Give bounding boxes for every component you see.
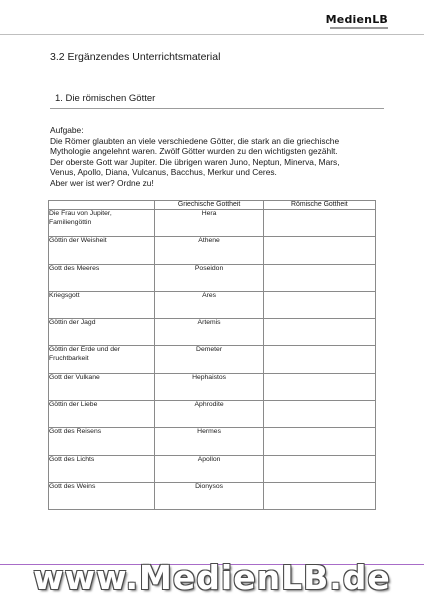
- cell-roman-answer[interactable]: [263, 401, 375, 428]
- cell-greek: Hermes: [155, 428, 263, 455]
- cell-roman-answer[interactable]: [263, 482, 375, 509]
- cell-description: Göttin der Erde und der Fruchtbarkeit: [49, 346, 155, 373]
- cell-roman-answer[interactable]: [263, 455, 375, 482]
- table-row: [49, 428, 376, 455]
- table-row: [49, 237, 376, 264]
- table-row: [49, 373, 376, 400]
- cell-description: Göttin der Liebe: [49, 401, 155, 428]
- cell-description: Gott des Reisens: [49, 428, 155, 455]
- cell-greek: Ares: [155, 291, 263, 318]
- subsection-divider: [50, 108, 384, 109]
- header-description: [49, 201, 155, 210]
- section-title: 3.2 Ergänzendes Unterrichtsmaterial: [50, 51, 221, 63]
- cell-roman-answer[interactable]: [263, 237, 375, 264]
- cell-roman-answer[interactable]: [263, 210, 375, 237]
- table-row: [49, 401, 376, 428]
- cell-description: Göttin der Weisheit: [49, 237, 155, 264]
- table-row: [49, 264, 376, 291]
- header-roman: Römische Gottheit: [263, 201, 375, 210]
- cell-greek: Hephaistos: [155, 373, 263, 400]
- gods-table: [48, 200, 376, 510]
- table-row: [49, 455, 376, 482]
- cell-roman-answer[interactable]: [263, 428, 375, 455]
- cell-greek: Aphrodite: [155, 401, 263, 428]
- cell-description: Gott des Meeres: [49, 264, 155, 291]
- cell-greek: Apollon: [155, 455, 263, 482]
- cell-greek: Poseidon: [155, 264, 263, 291]
- subsection-title: 1. Die römischen Götter: [55, 93, 156, 104]
- cell-roman-answer[interactable]: [263, 346, 375, 373]
- cell-roman-answer[interactable]: [263, 319, 375, 346]
- cell-description: Gott der Vulkane: [49, 373, 155, 400]
- cell-roman-answer[interactable]: [263, 264, 375, 291]
- cell-greek: Artemis: [155, 319, 263, 346]
- cell-greek: Demeter: [155, 346, 263, 373]
- cell-description: Göttin der Jagd: [49, 319, 155, 346]
- cell-description: Gott des Weins: [49, 482, 155, 509]
- cell-description: Gott des Lichts: [49, 455, 155, 482]
- cell-description: Die Frau von Jupiter, Familiengöttin: [49, 210, 155, 237]
- cell-roman-answer[interactable]: [263, 291, 375, 318]
- cell-greek: Athene: [155, 237, 263, 264]
- task-line: Venus, Apollo, Diana, Vulcanus, Bacchus, Merkur und Ceres.: [50, 167, 277, 178]
- task-block: [50, 125, 390, 189]
- logo-tagline-mark: [330, 27, 388, 29]
- table-row: [49, 482, 376, 509]
- cell-roman-answer[interactable]: [263, 373, 375, 400]
- table-row: [49, 346, 376, 373]
- task-line: Mythologie angelehnt waren. Zwölf Götter wurden zu den wichtigsten gezählt.: [50, 146, 338, 157]
- logo-text: MedienLB: [325, 13, 388, 26]
- publisher-logo: [326, 14, 388, 29]
- cell-description: Kriegsgott: [49, 291, 155, 318]
- task-line: Aber wer ist wer? Ordne zu!: [50, 177, 154, 188]
- table-row: [49, 319, 376, 346]
- task-label: Aufgabe:: [50, 125, 84, 135]
- table-header-row: [49, 201, 376, 210]
- cell-greek: Hera: [155, 210, 263, 237]
- table-row: [49, 291, 376, 318]
- task-line: Der oberste Gott war Jupiter. Die übrigen waren Juno, Neptun, Minerva, Mars,: [50, 156, 340, 167]
- task-line: Die Römer glaubten an viele verschiedene Götter, die stark an die griechische: [50, 135, 340, 146]
- header-greek: Griechische Gottheit: [155, 201, 263, 210]
- table-row: [49, 210, 376, 237]
- cell-greek: Dionysos: [155, 482, 263, 509]
- header-divider: [0, 34, 424, 35]
- footer-watermark: www.MedienLB.de: [33, 558, 391, 597]
